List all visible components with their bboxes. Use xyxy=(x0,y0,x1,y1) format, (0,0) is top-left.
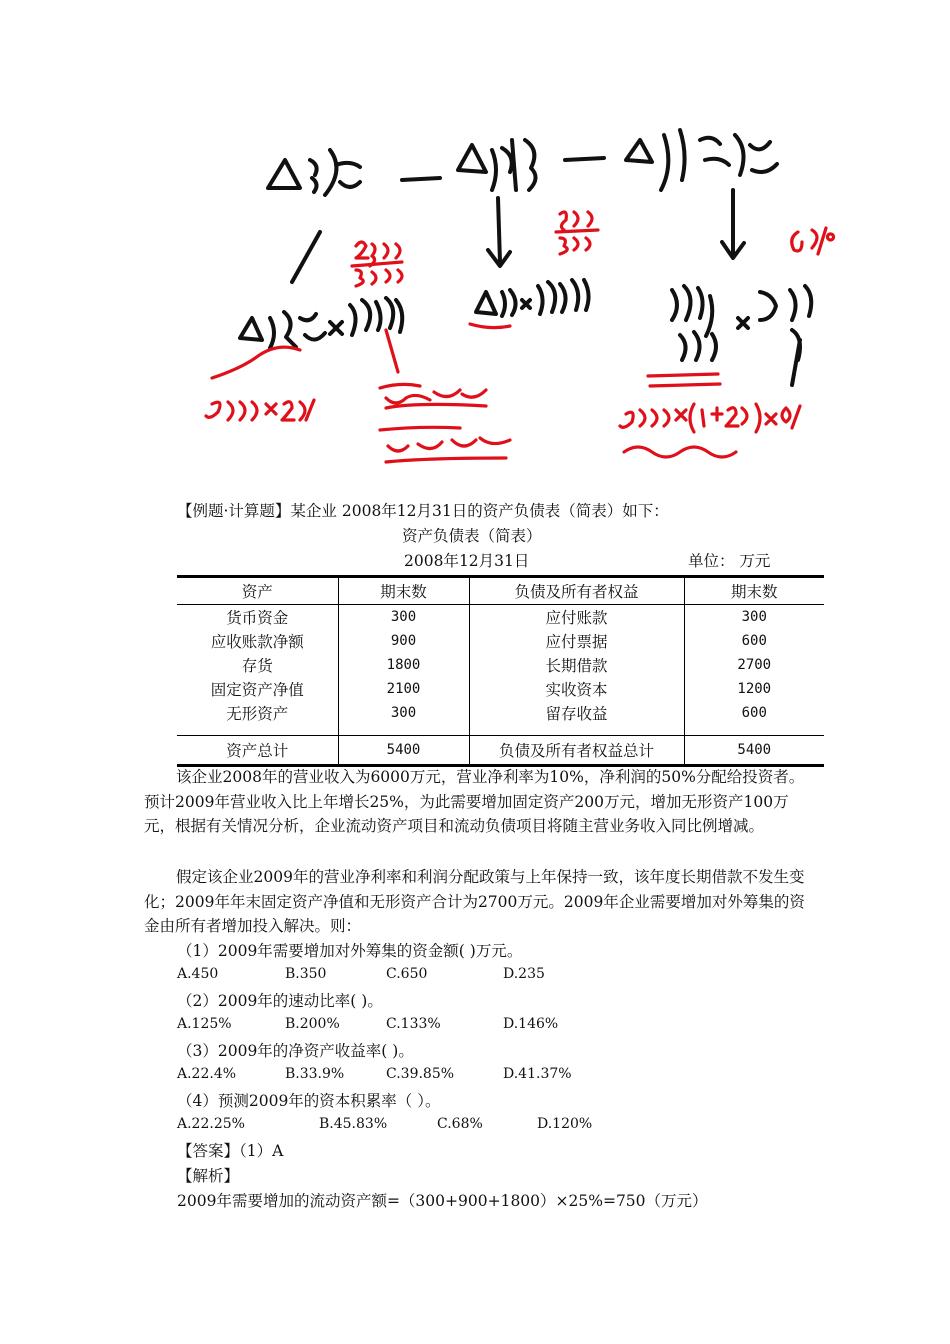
spacer-cell xyxy=(338,725,469,736)
table-row xyxy=(177,677,824,701)
option-4a: A.22.25% xyxy=(177,1116,245,1132)
table-row xyxy=(177,629,824,653)
spacer-cell xyxy=(469,725,684,736)
option-1d: D.235 xyxy=(503,966,545,982)
option-1c: C.650 xyxy=(386,966,428,982)
option-3a: A.22.4% xyxy=(177,1066,237,1082)
table-cell: 留存收益 xyxy=(469,701,684,725)
table-header-row xyxy=(177,577,824,605)
table-cell: 300 xyxy=(684,605,824,630)
question-3: （3）2009年的净资产收益率( )。 xyxy=(177,1042,414,1060)
table-row xyxy=(177,701,824,725)
option-2d: D.146% xyxy=(503,1016,559,1032)
header-cell: 期末数 xyxy=(684,577,824,605)
header-cell: 期末数 xyxy=(338,577,469,605)
table-cell: 300 xyxy=(338,605,469,630)
table-row xyxy=(177,653,824,677)
table-title: 资产负债表（简表） xyxy=(402,527,542,545)
question-1: （1）2009年需要增加对外筹集的资金额( )万元。 xyxy=(177,942,523,960)
question-2: （2）2009年的速动比率( )。 xyxy=(177,992,383,1010)
table-cell: 固定资产净值 xyxy=(210,681,304,699)
header-cell: 负债及所有者权益 xyxy=(469,577,684,605)
option-1b: B.350 xyxy=(285,966,327,982)
table-cell: 无形资产 xyxy=(226,705,289,723)
table-cell: 应付账款 xyxy=(469,605,684,630)
table-cell: 600 xyxy=(684,701,824,725)
balance-sheet-table xyxy=(177,575,824,767)
table-cell: 应付票据 xyxy=(469,629,684,653)
option-4b: B.45.83% xyxy=(319,1116,388,1132)
handwritten-notes-drawing xyxy=(0,0,950,480)
table-cell: 实收资本 xyxy=(469,677,684,701)
table-cell: 2700 xyxy=(684,653,824,677)
total-cell: 资产总计 xyxy=(177,736,338,766)
table-cell: 1800 xyxy=(338,653,469,677)
table-cell: 1200 xyxy=(684,677,824,701)
table-date: 2008年12月31日 xyxy=(404,552,530,570)
option-4d: D.120% xyxy=(537,1116,593,1132)
table-total-row xyxy=(177,736,824,766)
table-unit: 单位： 万元 xyxy=(688,552,771,570)
intro-line: 【例题·计算题】某企业 2008年12月31日的资产负债表（简表）如下： xyxy=(177,502,669,520)
table-row xyxy=(177,605,824,630)
answer-line: 【答案】（1）A xyxy=(177,1142,284,1160)
option-1a: A.450 xyxy=(177,966,219,982)
analysis-label: 【解析】 xyxy=(177,1167,240,1185)
table-cell: 600 xyxy=(684,629,824,653)
total-cell: 5400 xyxy=(338,736,469,766)
option-4c: C.68% xyxy=(437,1116,483,1132)
option-3d: D.41.37% xyxy=(503,1066,572,1082)
total-cell: 5400 xyxy=(684,736,824,766)
table-cell: 存货 xyxy=(241,657,273,675)
spacer-cell xyxy=(684,725,824,736)
paragraph-1: 该企业2008年的营业收入为6000万元，营业净利率为10%，净利润的50%分配给投资者。预计2009年营业收入比上年增长25%，为此需要增加固定资产200万元，增加无形资产100万元，根据有关情况分析，企业流动资产项目和流动负债项目将随主营业务收入同比例增减。 xyxy=(144,768,805,835)
option-3c: C.39.85% xyxy=(386,1066,455,1082)
table-cell: 2100 xyxy=(338,677,469,701)
header-cell: 资产 xyxy=(177,577,338,605)
table-cell: 300 xyxy=(338,701,469,725)
spacer-cell xyxy=(177,725,338,736)
table-cell: 应收账款净额 xyxy=(210,633,304,651)
option-2a: A.125% xyxy=(177,1016,232,1032)
option-2c: C.133% xyxy=(386,1016,441,1032)
option-3b: B.33.9% xyxy=(285,1066,345,1082)
table-cell: 900 xyxy=(338,629,469,653)
question-4: （4）预测2009年的资本积累率（ ）。 xyxy=(177,1092,441,1110)
analysis-line: 2009年需要增加的流动资产额=（300+900+1800）×25%=750（万元） xyxy=(177,1192,708,1210)
table-spacer-row xyxy=(177,725,824,736)
paragraph-2: 假定该企业2009年的营业净利率和利润分配政策与上年保持一致，该年度长期借款不发生变化；2009年年末固定资产净值和无形资产合计为2700万元。2009年企业需要增加对外筹集的资金由所有者增加投入解决。则： xyxy=(144,868,805,935)
total-cell: 负债及所有者权益总计 xyxy=(469,736,684,766)
table-cell: 货币资金 xyxy=(226,609,289,627)
option-2b: B.200% xyxy=(285,1016,340,1032)
table-cell: 长期借款 xyxy=(469,653,684,677)
